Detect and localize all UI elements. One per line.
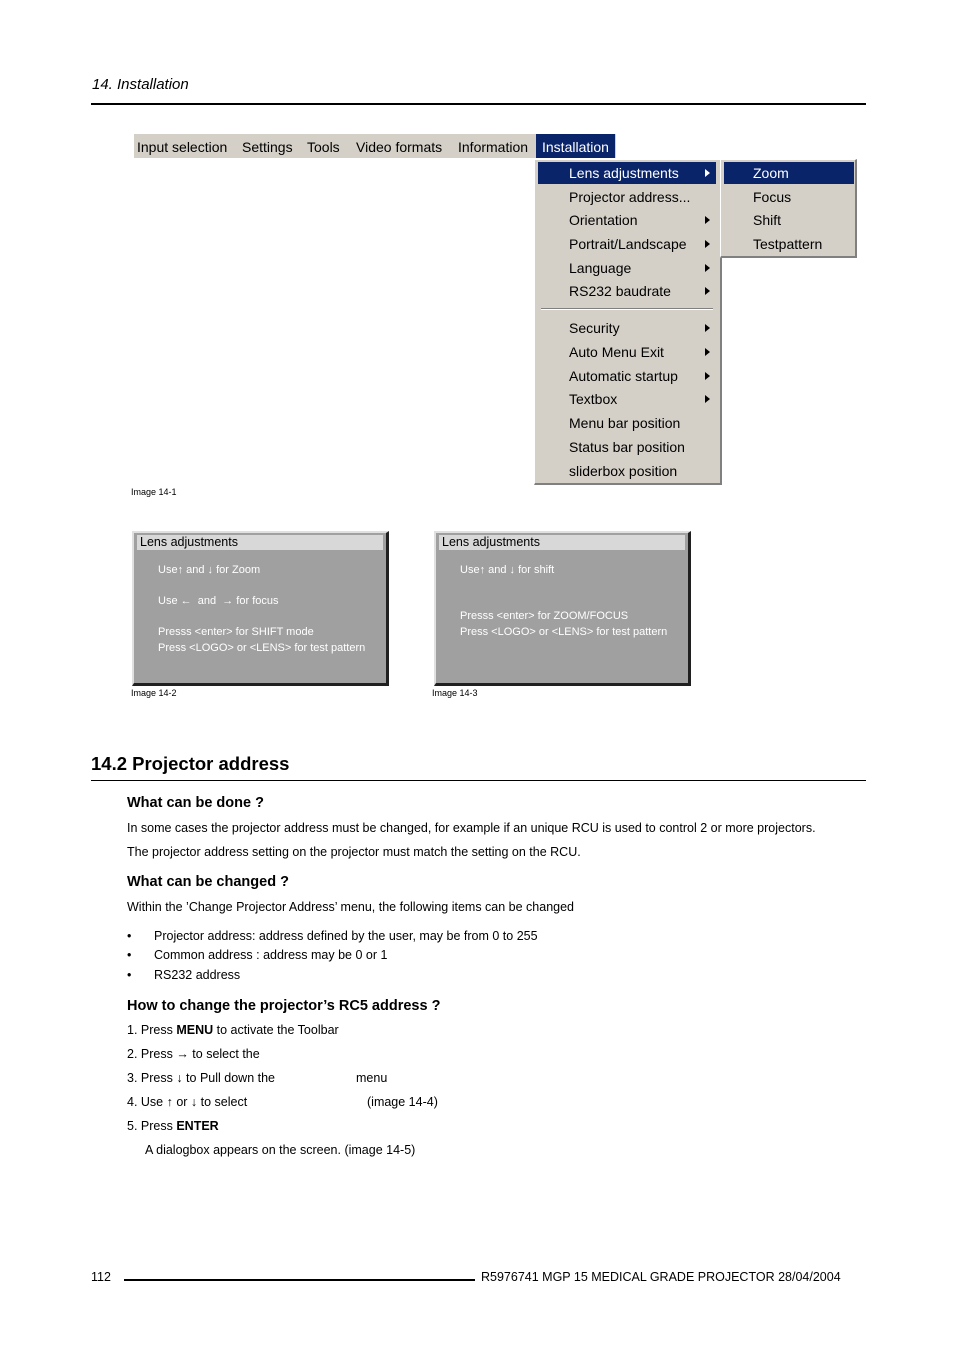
- submenu-arrow-icon: [705, 372, 710, 380]
- menu-settings[interactable]: Settings: [242, 139, 293, 155]
- arrow-left-icon: ←: [180, 595, 192, 607]
- figure-caption: Image 14-1: [131, 487, 177, 497]
- dropdown-item-rs232-baudrate[interactable]: RS232 baudrate: [538, 280, 716, 302]
- dropdown-item-orientation[interactable]: Orientation: [538, 209, 716, 231]
- section-rule: [91, 780, 866, 781]
- paragraph: The projector address setting on the projector must match the setting on the RCU.: [127, 845, 581, 859]
- step-5-result: A dialogbox appears on the screen. (image 14-5): [145, 1143, 416, 1157]
- lens-adjustments-zoom-panel: [132, 531, 389, 686]
- step-1: 1. Press MENU to activate the Toolbar: [127, 1023, 339, 1037]
- menu-bar: [134, 134, 616, 158]
- dropdown-item-language[interactable]: Language: [538, 257, 716, 279]
- step-5: 5. Press ENTER: [127, 1119, 219, 1133]
- lens-adjustments-shift-panel: [434, 531, 691, 686]
- submenu-arrow-icon: [705, 240, 710, 248]
- submenu-item-shift[interactable]: Shift: [753, 212, 782, 228]
- submenu-item-zoom[interactable]: Zoom: [724, 162, 854, 184]
- paragraph: In some cases the projector address must be changed, for example if an unique RCU is used to control 2 or more projectors.: [127, 821, 816, 835]
- figure-caption: Image 14-2: [131, 688, 177, 698]
- submenu-arrow-icon: [705, 287, 710, 295]
- arrow-right-icon: →: [222, 595, 234, 607]
- paragraph: Within the ’Change Projector Address’ menu, the following items can be changed: [127, 900, 575, 914]
- footer-rule: [124, 1279, 475, 1281]
- page-number: 112: [91, 1270, 111, 1284]
- step-4: 4. Use ↑ or ↓ to select (image 14-4): [127, 1095, 438, 1109]
- panel-line-zoom: Use↑ and ↓ for Zoom: [158, 564, 261, 576]
- bullet-icon: •: [127, 929, 132, 943]
- footer-doc-info: R5976741 MGP 15 MEDICAL GRADE PROJECTOR 28/04/2004: [481, 1270, 841, 1284]
- menu-information[interactable]: Information: [458, 139, 529, 155]
- lens-adjustments-submenu: [720, 159, 857, 258]
- dropdown-item-security[interactable]: Security: [538, 317, 716, 339]
- installation-dropdown: [534, 159, 722, 485]
- list-item: RS232 address: [154, 968, 241, 982]
- panel-title: Lens adjustments: [439, 535, 685, 550]
- dropdown-item-projector-address[interactable]: Projector address...: [569, 189, 691, 205]
- panel-line-focus: Use ← and → for focus: [158, 595, 279, 607]
- figure-caption: Image 14-3: [432, 688, 478, 698]
- panel-line-test-pattern: Press <LOGO> or <LENS> for test pattern: [158, 642, 366, 654]
- arrow-up-icon: ↑: [177, 564, 184, 576]
- dropdown-item-textbox[interactable]: Textbox: [538, 388, 716, 410]
- subheading-what-can-be-changed: What can be changed ?: [127, 874, 289, 890]
- dropdown-item-menu-bar-position[interactable]: Menu bar position: [569, 415, 681, 431]
- panel-line-test-pattern: Press <LOGO> or <LENS> for test pattern: [460, 626, 668, 638]
- submenu-arrow-icon: [705, 216, 710, 224]
- submenu-arrow-icon: [705, 395, 710, 403]
- menu-tools[interactable]: Tools: [307, 139, 340, 155]
- dropdown-separator: [541, 308, 713, 310]
- dropdown-item-sliderbox-position[interactable]: sliderbox position: [569, 463, 678, 479]
- panel-title: Lens adjustments: [137, 535, 383, 550]
- submenu-item-testpattern[interactable]: Testpattern: [753, 236, 823, 252]
- bullet-icon: •: [127, 948, 132, 962]
- dropdown-item-portrait-landscape[interactable]: Portrait/Landscape: [538, 233, 716, 255]
- step-3: 3. Press ↓ to Pull down the menu: [127, 1071, 388, 1085]
- arrow-down-icon: ↓: [509, 564, 516, 576]
- running-header: 14. Installation: [92, 76, 189, 93]
- submenu-arrow-icon: [705, 324, 710, 332]
- menu-installation[interactable]: Installation: [536, 134, 615, 158]
- arrow-down-icon: ↓: [207, 564, 214, 576]
- header-rule: [91, 103, 866, 105]
- bullet-icon: •: [127, 968, 132, 982]
- submenu-arrow-icon: [705, 169, 710, 177]
- dropdown-item-status-bar-position[interactable]: Status bar position: [569, 439, 685, 455]
- subheading-what-can-be-done: What can be done ?: [127, 795, 264, 811]
- arrow-up-icon: ↑: [479, 564, 486, 576]
- panel-line-zoom-focus: Presss <enter> for ZOOM/FOCUS: [460, 610, 629, 622]
- subheading-how-to-change: How to change the projector’s RC5 address ?: [127, 998, 441, 1014]
- panel-line-shift-mode: Presss <enter> for SHIFT mode: [158, 626, 314, 638]
- submenu-arrow-icon: [705, 264, 710, 272]
- menu-input-selection[interactable]: Input selection: [137, 139, 228, 155]
- submenu-arrow-icon: [705, 348, 710, 356]
- dropdown-item-auto-menu-exit[interactable]: Auto Menu Exit: [538, 341, 716, 363]
- menu-video-formats[interactable]: Video formats: [356, 139, 443, 155]
- panel-line-shift: Use↑ and ↓ for shift: [460, 564, 555, 576]
- dropdown-item-automatic-startup[interactable]: Automatic startup: [538, 365, 716, 387]
- section-heading: 14.2 Projector address: [91, 753, 290, 774]
- list-item: Common address : address may be 0 or 1: [154, 948, 388, 962]
- dropdown-item-lens-adjustments[interactable]: Lens adjustments: [538, 162, 716, 184]
- list-item: Projector address: address defined by the user, may be from 0 to 255: [154, 929, 538, 943]
- step-2: 2. Press → to select the: [127, 1047, 260, 1061]
- submenu-item-focus[interactable]: Focus: [753, 189, 792, 205]
